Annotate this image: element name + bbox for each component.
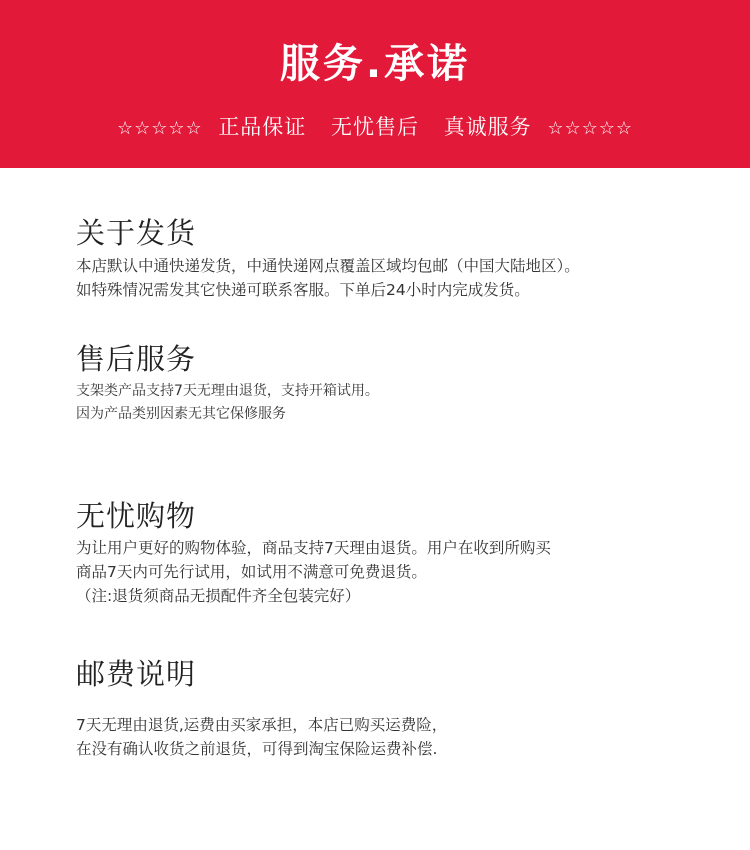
section-heading: 售后服务 xyxy=(76,342,197,376)
section-text-line: 7天无理由退货,运费由买家承担，本店已购买运费险， xyxy=(76,716,448,734)
section-shipping-fee xyxy=(76,655,716,761)
section-text-line: （注:退货须商品无损配件齐全包装完好） xyxy=(76,587,361,605)
promise-sincere-service: 真诚服务 xyxy=(443,115,532,139)
section-text-line: 本店默认中通快递发货，中通快递网点覆盖区域均包邮（中国大陆地区）。 xyxy=(76,257,580,275)
stars-left: ☆☆☆☆☆ xyxy=(116,118,203,139)
section-text-line: 支架类产品支持7天无理由退货，支持开箱试用。 xyxy=(76,383,379,399)
stars-right: ☆☆☆☆☆ xyxy=(547,118,634,139)
section-after-sales xyxy=(76,340,716,426)
section-text-line: 商品7天内可先行试用，如试用不满意可免费退货。 xyxy=(76,563,427,581)
section-heading: 关于发货 xyxy=(76,216,197,250)
section-shipping xyxy=(76,214,716,302)
promise-after-sales: 无忧售后 xyxy=(331,115,419,139)
section-text-line: 因为产品类别因素无其它保修服务 xyxy=(76,406,286,422)
section-text-line: 在没有确认收货之前退货，可得到淘宝保险运费补偿. xyxy=(76,740,438,758)
section-text-line: 为让用户更好的购物体验，商品支持7天理由退货。用户在收到所购买 xyxy=(76,539,551,557)
promise-row xyxy=(0,113,750,143)
service-promise-banner xyxy=(0,0,750,168)
section-heading: 邮费说明 xyxy=(76,657,197,691)
section-worry-free-shopping xyxy=(76,497,716,608)
section-heading: 无忧购物 xyxy=(76,499,197,533)
section-text-line: 如特殊情况需发其它快递可联系客服。下单后24小时内完成发货。 xyxy=(76,281,530,299)
promise-genuine: 正品保证 xyxy=(218,115,307,139)
banner-title: 服务.承诺 xyxy=(279,41,471,87)
